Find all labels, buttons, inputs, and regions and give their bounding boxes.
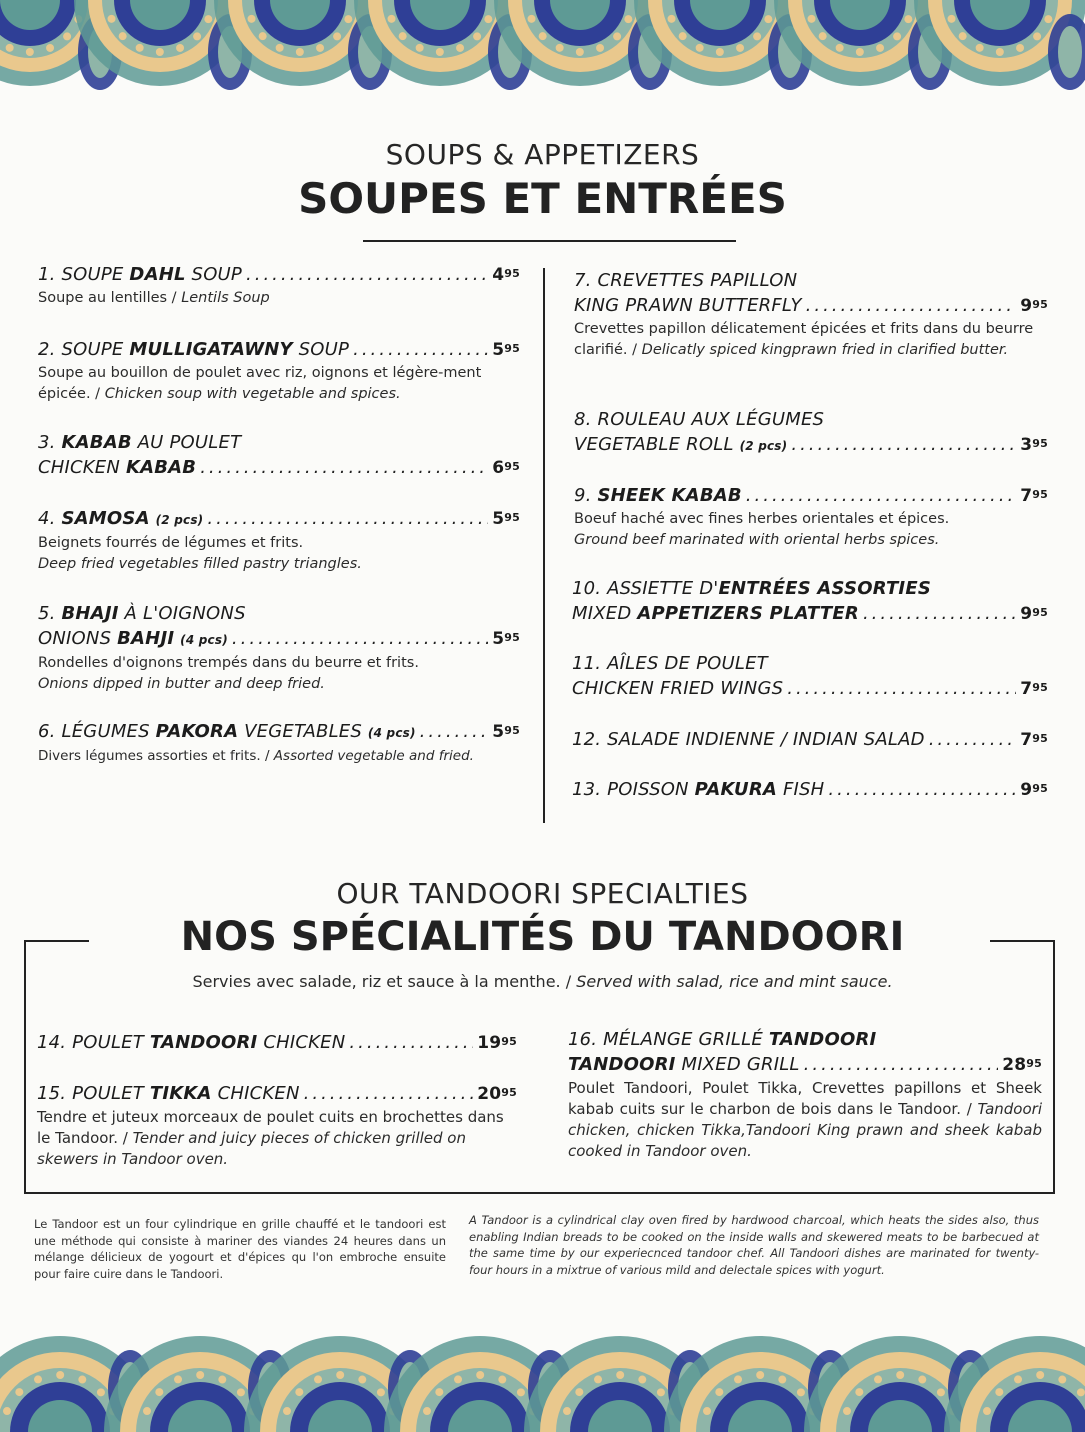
item-price: $9^{95}$	[1020, 296, 1048, 316]
mandala-border-top-icon	[0, 0, 1085, 108]
mandala-border-bottom-icon	[0, 1310, 1085, 1432]
tandoori-title-en: OUR TANDOORI SPECIALTIES	[336, 877, 749, 910]
item-name-line1: 11. AÎLES DE POULET	[572, 653, 768, 674]
item-description: Soupe au lentilles / Lentils Soup	[38, 290, 270, 306]
leader-dots	[746, 483, 1016, 508]
leader-dots	[353, 337, 488, 362]
leader-dots	[207, 506, 488, 531]
leader-dots	[791, 432, 1016, 457]
menu-item	[38, 601, 520, 695]
menu-item	[38, 430, 520, 481]
menu-item	[572, 727, 1048, 753]
item-name: 6. LÉGUMES PAKORA VEGETABLES (4 pcs)	[38, 721, 416, 742]
menu-item	[38, 506, 520, 575]
item-name: VEGETABLE ROLL (2 pcs)	[574, 434, 788, 455]
item-price: $6^{95}$	[492, 458, 520, 478]
menu-item	[37, 1081, 517, 1170]
menu-item	[37, 1030, 517, 1056]
item-name-line1: 16. MÉLANGE GRILLÉ TANDOORI	[568, 1029, 877, 1050]
leader-dots	[863, 601, 1016, 626]
menu-item	[572, 576, 1048, 627]
menu-item	[574, 268, 1048, 361]
menu-item	[574, 407, 1048, 459]
item-name-line1: 10. ASSIETTE D'ENTRÉES ASSORTIES	[572, 578, 931, 599]
item-price: $28^{95}$	[1002, 1055, 1042, 1075]
item-price: $5^{95}$	[492, 340, 520, 360]
item-name-line1: 3. KABAB AU POULET	[38, 432, 242, 453]
item-price: $4^{95}$	[492, 265, 520, 285]
leader-dots	[806, 293, 1017, 318]
item-description: Divers légumes assorties et frits. / Assorted vegetable and fried.	[38, 748, 474, 764]
soups-title-fr: SOUPES ET ENTRÉES	[298, 174, 787, 223]
item-name: CHICKEN FRIED WINGS	[572, 678, 784, 699]
item-description: Poulet Tandoori, Poulet Tikka, Crevettes papillons et Sheek kabab cuits sur le charbon de bois dans le Tandoor. / Tandoori chicken, chicken Tikka,Tandoori King prawn and sheek kabab cooked in Tandoor oven.	[568, 1079, 1042, 1160]
menu-item	[572, 651, 1048, 702]
leader-dots	[787, 676, 1016, 701]
leader-dots	[246, 262, 488, 287]
menu-item	[568, 1027, 1042, 1162]
item-name: 12. SALADE INDIENNE / INDIAN SALAD	[572, 729, 925, 750]
leader-dots	[420, 719, 489, 744]
item-price: $9^{95}$	[1020, 604, 1048, 624]
item-description: Tendre et juteux morceaux de poulet cuits en brochettes dans le Tandoor. / Tender and juicy pieces of chicken grilled on skewers in Tandoor oven.	[37, 1108, 504, 1168]
leader-dots	[929, 727, 1017, 752]
item-name: 14. POULET TANDOORI CHICKEN	[37, 1032, 346, 1053]
item-name: 9. SHEEK KABAB	[574, 485, 742, 506]
menu-item	[38, 262, 520, 309]
item-price: $3^{95}$	[1020, 435, 1048, 455]
item-name: 4. SAMOSA (2 pcs)	[38, 508, 204, 529]
item-price: $7^{95}$	[1020, 486, 1048, 506]
item-description: Rondelles d'oignons trempés dans du beurre et frits. Onions dipped in butter and deep fried.	[38, 655, 419, 692]
title-underline	[363, 240, 736, 242]
item-name: MIXED APPETIZERS PLATTER	[572, 603, 859, 624]
item-description: Beignets fourrés de légumes et frits. Deep fried vegetables filled pastry triangles.	[38, 535, 362, 572]
soups-title-en: SOUPS & APPETIZERS	[385, 138, 700, 171]
item-name: TANDOORI MIXED GRILL	[568, 1054, 800, 1075]
column-divider	[543, 268, 545, 823]
item-price: $5^{95}$	[492, 509, 520, 529]
tandoori-title-fr: NOS SPÉCIALITÉS DU TANDOORI	[180, 914, 905, 960]
item-name-line1: 5. BHAJI À L'OIGNONS	[38, 603, 246, 624]
item-description: Soupe au bouillon de poulet avec riz, oignons et légère-ment épicée. / Chicken soup with vegetable and spices.	[38, 365, 482, 402]
leader-dots	[804, 1052, 999, 1077]
item-price: $19^{95}$	[477, 1033, 517, 1053]
item-description: Crevettes papillon délicatement épicées et frits dans du beurre clarifié. / Delicatly spiced kingprawn fried in clarified butter.	[574, 321, 1034, 358]
item-description: Boeuf haché avec fines herbes orientales et épices. Ground beef marinated with oriental herbs spices.	[574, 511, 950, 548]
item-name-line1: 7. CREVETTES PAPILLON	[574, 270, 798, 291]
leader-dots	[232, 626, 488, 651]
leader-dots	[304, 1081, 474, 1106]
footer-note-en: A Tandoor is a cylindrical clay oven fired by hardwood charcoal, which heats the sides also, thus enabling Indian breads to be cooked on the inside walls and skewered meats to be barbecued at the same time by our experiecnced tandoor chef. All Tandoori dishes are marinated for twenty-four hours in a mixtrue of various mild and delectale spices with yogurt.	[469, 1213, 1039, 1277]
item-name: CHICKEN KABAB	[38, 457, 197, 478]
menu-item	[572, 777, 1048, 803]
item-name: 15. POULET TIKKA CHICKEN	[37, 1083, 300, 1104]
menu-item	[38, 719, 520, 767]
item-price: $5^{95}$	[492, 722, 520, 742]
leader-dots	[200, 455, 488, 480]
item-price: $7^{95}$	[1020, 679, 1048, 699]
item-name: 1. SOUPE DAHL SOUP	[38, 264, 242, 285]
item-name: 2. SOUPE MULLIGATAWNY SOUP	[38, 339, 350, 360]
leader-dots	[828, 777, 1016, 802]
item-name-line1: 8. ROULEAU AUX LÉGUMES	[574, 409, 825, 430]
item-name: 13. POISSON PAKURA FISH	[572, 779, 825, 800]
item-price: $5^{95}$	[492, 629, 520, 649]
menu-item	[38, 337, 520, 405]
item-price: $9^{95}$	[1020, 780, 1048, 800]
footer-note-fr: Le Tandoor est un four cylindrique en grille chauffé et le tandoori est une méthode qui consiste à mariner des viandes 24 heures dans un mélange délicieux de yogourt et d'épices qu l'on embroche ensuite pour faire cuire dans le Tandoori.	[34, 1217, 446, 1281]
leader-dots	[349, 1030, 473, 1055]
item-name: KING PRAWN BUTTERFLY	[574, 295, 802, 316]
item-price: $7^{95}$	[1020, 730, 1048, 750]
menu-item	[574, 483, 1048, 551]
served-with-note: Servies avec salade, riz et sauce à la menthe. / Served with salad, rice and mint sauce.	[192, 972, 893, 991]
item-price: $20^{95}$	[477, 1084, 517, 1104]
item-name: ONIONS BAHJI (4 pcs)	[38, 628, 228, 649]
